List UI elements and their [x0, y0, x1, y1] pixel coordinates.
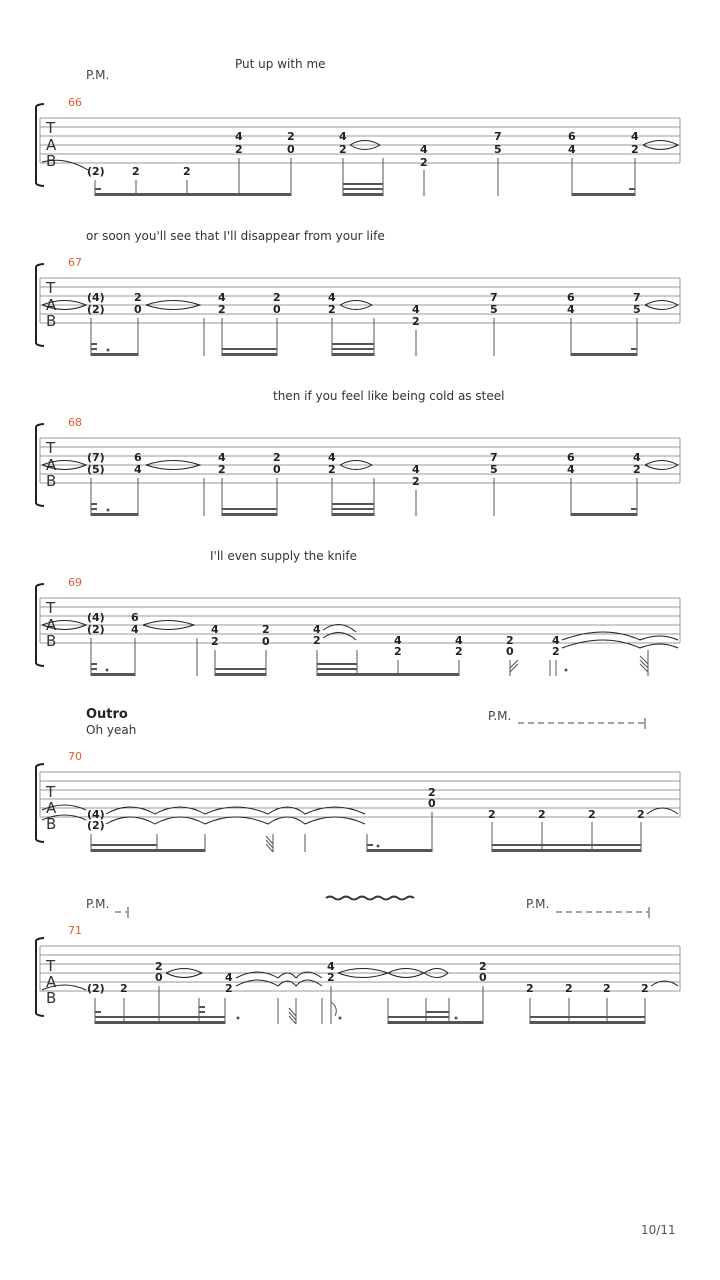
svg-text:T: T: [46, 599, 56, 617]
svg-text:4: 4: [328, 451, 336, 464]
measure-number-71: 71: [68, 924, 82, 937]
svg-text:2: 2: [155, 960, 163, 973]
svg-text:2: 2: [218, 303, 226, 316]
svg-text:2: 2: [313, 634, 321, 647]
svg-text:2: 2: [287, 130, 295, 143]
svg-text:2: 2: [120, 982, 128, 995]
tab-staff-m69: [0, 580, 720, 680]
svg-text:7: 7: [490, 451, 498, 464]
svg-text:4: 4: [455, 634, 463, 647]
svg-text:2: 2: [218, 463, 226, 476]
svg-text:B: B: [46, 815, 57, 833]
svg-text:0: 0: [506, 645, 514, 658]
svg-text:4: 4: [134, 463, 142, 476]
page-number: 10/11: [641, 1223, 676, 1237]
svg-text:7: 7: [490, 291, 498, 304]
svg-text:2: 2: [565, 982, 573, 995]
svg-text:4: 4: [412, 303, 420, 316]
svg-text:4: 4: [211, 623, 219, 636]
svg-text:T: T: [46, 439, 56, 457]
lyric-m67: or soon you'll see that I'll disappear from your life: [86, 229, 385, 243]
svg-text:T: T: [46, 957, 56, 975]
measure-number-68: 68: [68, 416, 82, 429]
tab-staff-m70: [0, 710, 720, 860]
svg-text:4: 4: [218, 291, 226, 304]
svg-text:5: 5: [490, 303, 498, 316]
svg-text:(5): (5): [87, 463, 105, 476]
svg-text:2: 2: [455, 645, 463, 658]
svg-text:5: 5: [633, 303, 641, 316]
svg-text:T: T: [46, 783, 56, 801]
svg-text:7: 7: [633, 291, 641, 304]
svg-text:B: B: [46, 472, 57, 490]
svg-text:(2): (2): [87, 982, 105, 995]
svg-text:4: 4: [567, 463, 575, 476]
svg-text:B: B: [46, 152, 57, 170]
svg-text:2: 2: [132, 165, 140, 178]
svg-text:2: 2: [637, 808, 645, 821]
tab-staff-m68: [0, 420, 720, 520]
svg-text:2: 2: [327, 971, 335, 984]
svg-text:0: 0: [428, 797, 436, 810]
svg-text:4: 4: [131, 623, 139, 636]
svg-text:2: 2: [183, 165, 191, 178]
svg-text:4: 4: [412, 463, 420, 476]
svg-text:6: 6: [568, 130, 576, 143]
svg-text:0: 0: [155, 971, 163, 984]
svg-text:2: 2: [211, 635, 219, 648]
measure-number-67: 67: [68, 256, 82, 269]
svg-text:A: A: [46, 616, 57, 634]
svg-text:(4): (4): [87, 808, 105, 821]
svg-text:2: 2: [225, 982, 233, 995]
tab-staff-m66: [0, 100, 720, 210]
svg-text:2: 2: [394, 645, 402, 658]
svg-text:2: 2: [412, 315, 420, 328]
svg-text:0: 0: [273, 463, 281, 476]
svg-text:2: 2: [328, 303, 336, 316]
svg-text:2: 2: [479, 960, 487, 973]
svg-text:(2): (2): [87, 623, 105, 636]
svg-text:A: A: [46, 799, 57, 817]
tab-staff-m71: [0, 890, 720, 1040]
svg-text:B: B: [46, 632, 57, 650]
svg-text:7: 7: [494, 130, 502, 143]
svg-text:4: 4: [339, 130, 347, 143]
svg-text:2: 2: [273, 451, 281, 464]
svg-text:B: B: [46, 989, 57, 1007]
palm-mute-label: P.M.: [488, 709, 512, 723]
svg-text:0: 0: [287, 143, 295, 156]
svg-text:2: 2: [538, 808, 546, 821]
svg-text:2: 2: [603, 982, 611, 995]
svg-text:6: 6: [134, 451, 142, 464]
svg-text:0: 0: [262, 635, 270, 648]
svg-text:2: 2: [328, 463, 336, 476]
lyric-m69: I'll even supply the knife: [210, 549, 357, 563]
palm-mute-label: P.M.: [526, 897, 550, 911]
svg-text:(2): (2): [87, 819, 105, 832]
measure-number-70: 70: [68, 750, 82, 763]
svg-text:2: 2: [428, 786, 436, 799]
svg-text:5: 5: [494, 143, 502, 156]
svg-text:0: 0: [479, 971, 487, 984]
svg-text:4: 4: [631, 130, 639, 143]
svg-text:2: 2: [134, 291, 142, 304]
svg-text:6: 6: [567, 291, 575, 304]
section-title-outro: Outro: [86, 707, 128, 722]
svg-text:2: 2: [235, 143, 243, 156]
svg-text:(4): (4): [87, 611, 105, 624]
svg-text:4: 4: [394, 634, 402, 647]
tab-staff-m67: [0, 260, 720, 360]
svg-text:(2): (2): [87, 165, 105, 178]
svg-text:6: 6: [131, 611, 139, 624]
svg-text:B: B: [46, 312, 57, 330]
svg-text:(7): (7): [87, 451, 105, 464]
svg-text:2: 2: [420, 156, 428, 169]
svg-text:4: 4: [327, 960, 335, 973]
svg-text:2: 2: [506, 634, 514, 647]
svg-text:2: 2: [273, 291, 281, 304]
svg-text:2: 2: [412, 475, 420, 488]
svg-text:2: 2: [633, 463, 641, 476]
svg-text:4: 4: [567, 303, 575, 316]
svg-text:2: 2: [526, 982, 534, 995]
lyric-m70: Oh yeah: [86, 723, 137, 737]
svg-text:A: A: [46, 296, 57, 314]
svg-text:2: 2: [631, 143, 639, 156]
svg-text:4: 4: [633, 451, 641, 464]
svg-text:2: 2: [552, 645, 560, 658]
svg-text:2: 2: [262, 623, 270, 636]
svg-text:4: 4: [568, 143, 576, 156]
svg-text:4: 4: [218, 451, 226, 464]
svg-text:4: 4: [235, 130, 243, 143]
measure-number-66: 66: [68, 96, 82, 109]
svg-text:4: 4: [328, 291, 336, 304]
lyric-m66: Put up with me: [235, 57, 326, 71]
svg-text:T: T: [46, 119, 56, 137]
svg-text:T: T: [46, 279, 56, 297]
svg-text:(4): (4): [87, 291, 105, 304]
measure-number-69: 69: [68, 576, 82, 589]
svg-text:4: 4: [420, 143, 428, 156]
svg-text:4: 4: [313, 623, 321, 636]
svg-text:0: 0: [273, 303, 281, 316]
vibrato-icon: [326, 897, 414, 900]
svg-text:2: 2: [641, 982, 649, 995]
svg-text:4: 4: [552, 634, 560, 647]
svg-text:2: 2: [588, 808, 596, 821]
svg-text:2: 2: [488, 808, 496, 821]
svg-text:4: 4: [225, 971, 233, 984]
svg-text:0: 0: [134, 303, 142, 316]
svg-text:A: A: [46, 973, 57, 991]
svg-text:(2): (2): [87, 303, 105, 316]
svg-text:A: A: [46, 136, 57, 154]
lyric-m68: then if you feel like being cold as steel: [273, 389, 505, 403]
palm-mute-label: P.M.: [86, 897, 110, 911]
svg-text:2: 2: [339, 143, 347, 156]
svg-text:5: 5: [490, 463, 498, 476]
svg-text:A: A: [46, 456, 57, 474]
svg-text:6: 6: [567, 451, 575, 464]
palm-mute-label: P.M.: [86, 68, 110, 82]
